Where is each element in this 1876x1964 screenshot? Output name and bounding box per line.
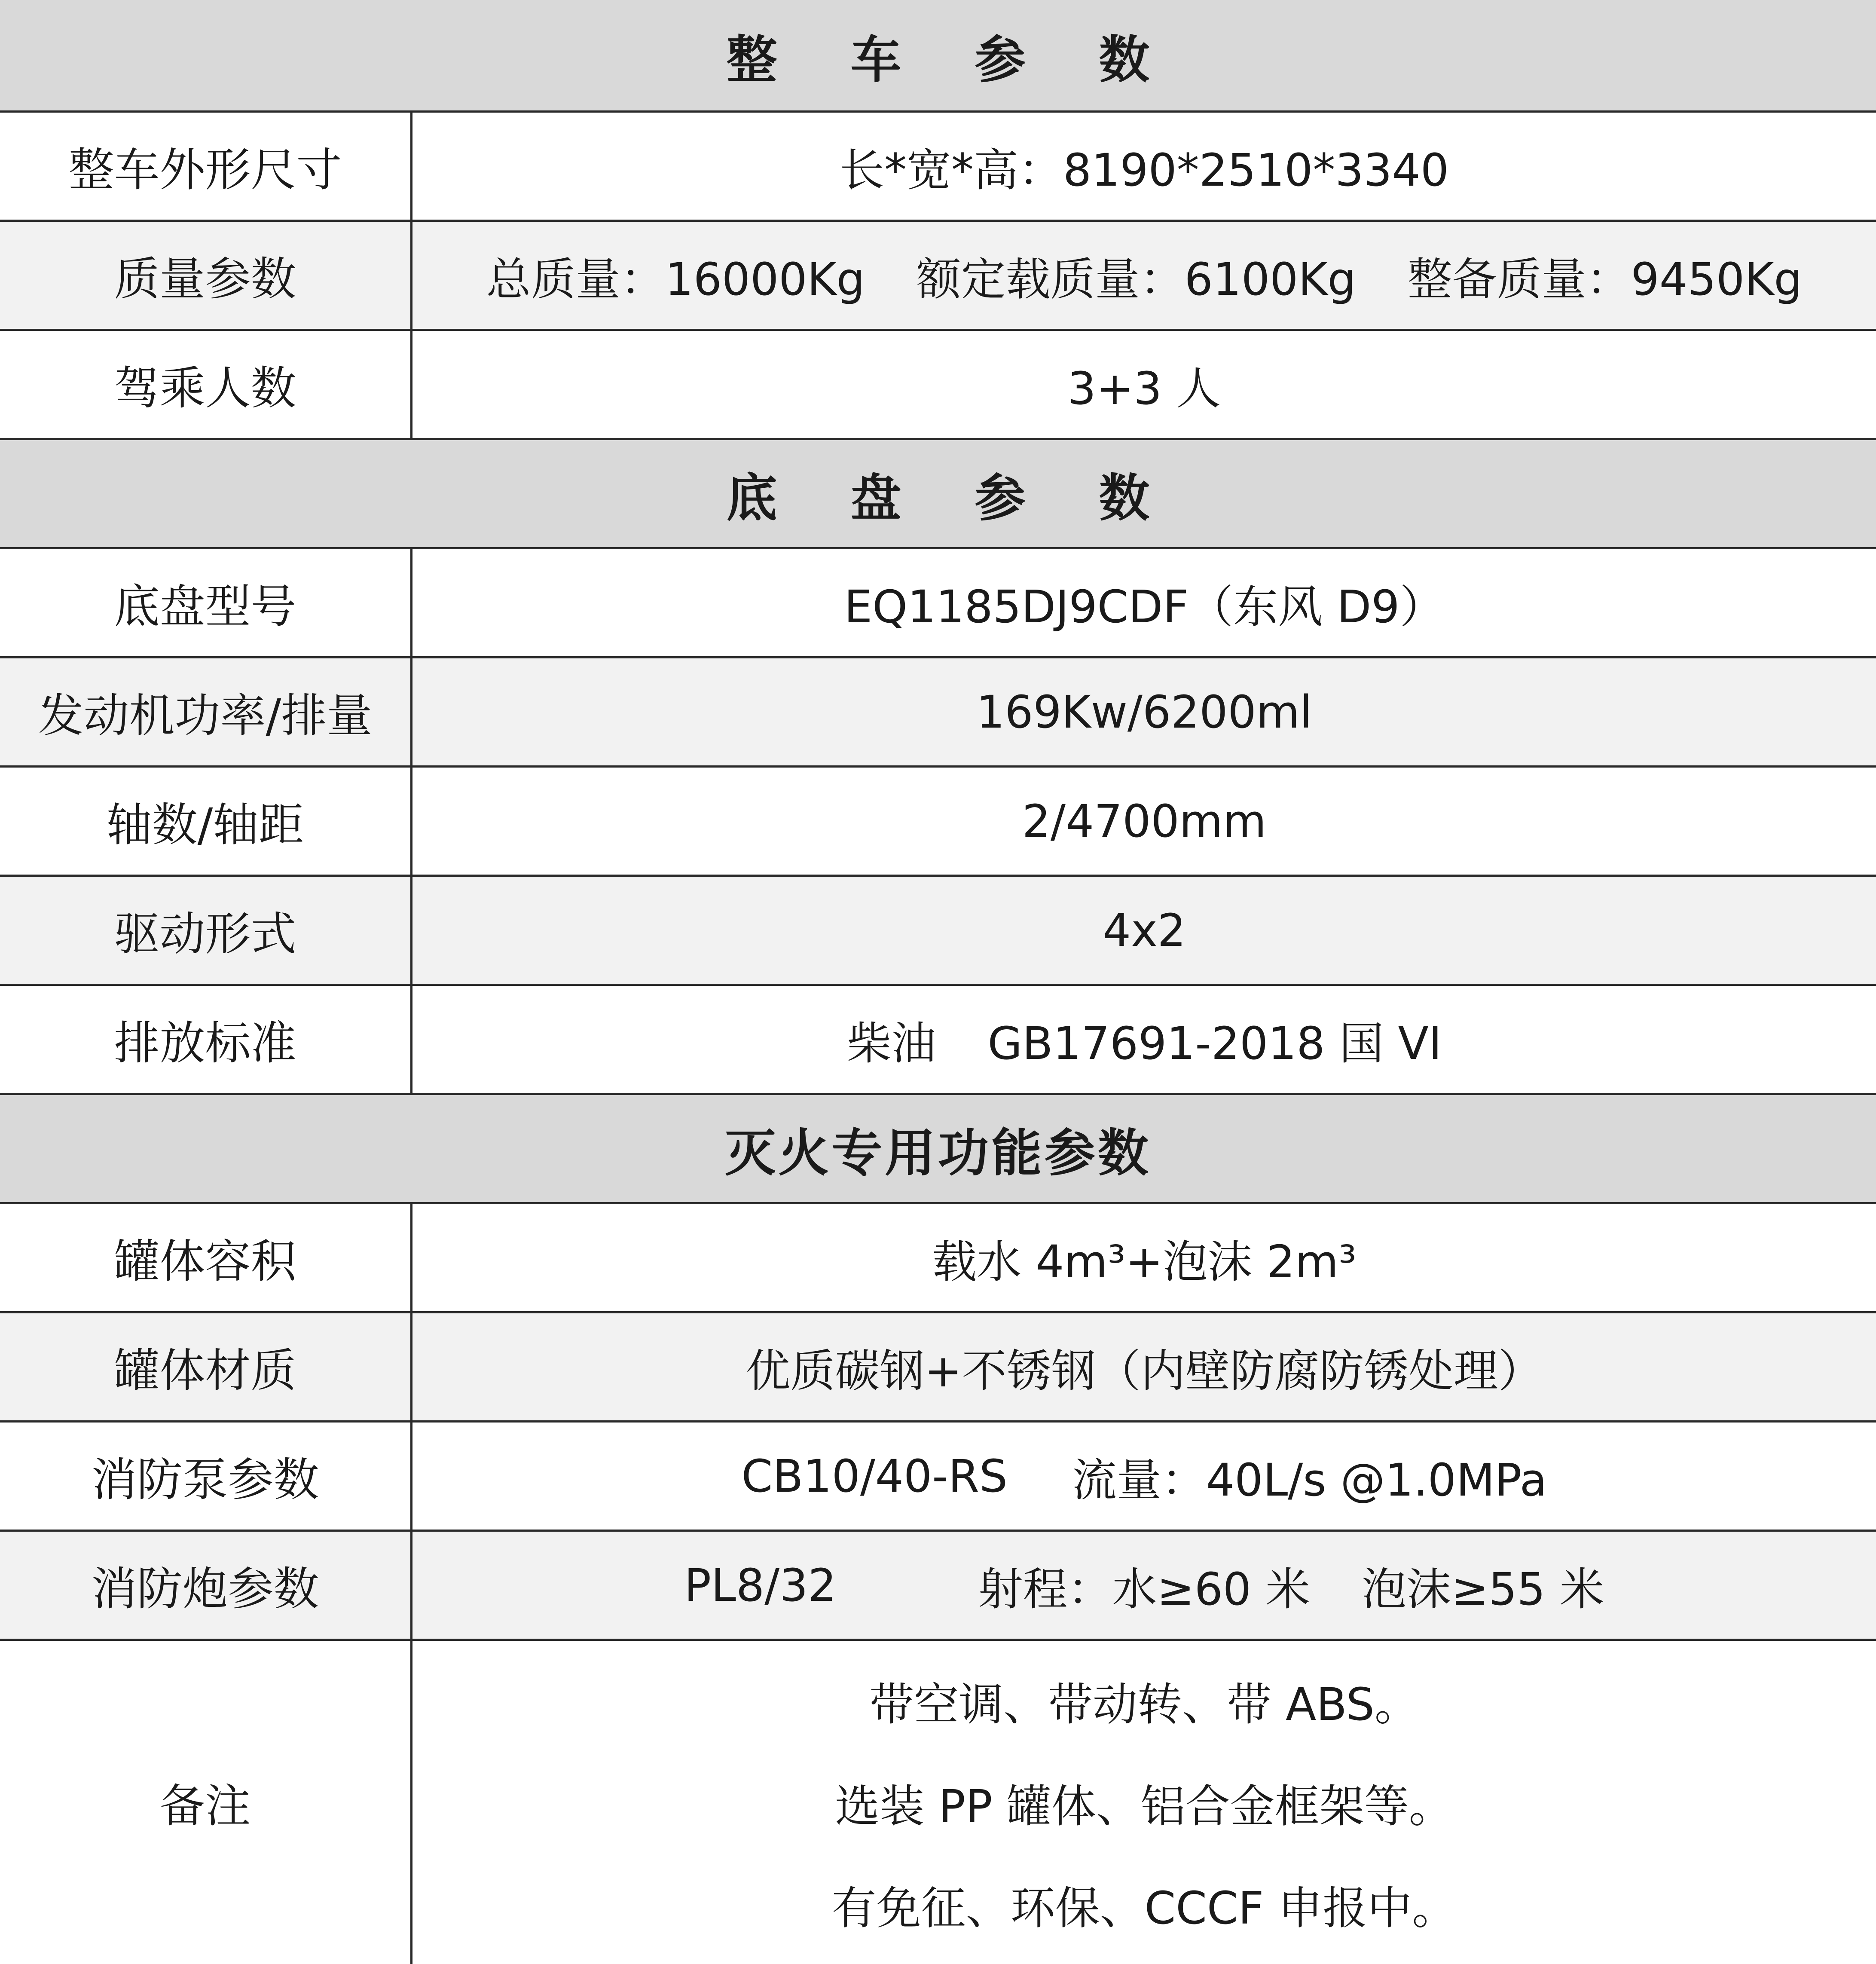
remark-line: 带空调、带动转、带 ABS。 (869, 1678, 1419, 1731)
pump-model: CB10/40-RS (741, 1450, 1008, 1502)
monitor-model: PL8/32 (684, 1559, 837, 1612)
row-label: 驱动形式 (0, 877, 412, 984)
table-row (0, 331, 1876, 440)
table-row (0, 658, 1876, 768)
row-label: 罐体容积 (0, 1204, 412, 1311)
row-value (412, 1423, 1876, 1530)
row-value (412, 1532, 1876, 1639)
fuel-type: 柴油 (846, 1017, 936, 1070)
section-header-chassis (0, 440, 1876, 549)
row-value: 优质碳钢+不锈钢（内壁防腐防锈处理） (746, 1344, 1543, 1397)
row-label: 驾乘人数 (0, 331, 412, 438)
table-row (0, 1313, 1876, 1423)
table-row (0, 1532, 1876, 1641)
row-label: 轴数/轴距 (0, 768, 412, 875)
table-row (0, 1204, 1876, 1313)
section-title: 整 车 参 数 (726, 30, 1178, 89)
row-value: 169Kw/6200ml (976, 685, 1312, 738)
table-row-remarks (0, 1641, 1876, 1964)
row-label: 排放标准 (0, 986, 412, 1093)
row-label: 消防炮参数 (0, 1532, 412, 1639)
emission-standard: GB17691-2018 国 VI (987, 1017, 1442, 1070)
section-header-vehicle (0, 0, 1876, 113)
section-title: 灭火专用功能参数 (725, 1123, 1151, 1183)
table-row (0, 549, 1876, 658)
curb-mass: 整备质量：9450Kg (1407, 253, 1803, 306)
remark-line: 选装 PP 罐体、铝合金框架等。 (835, 1780, 1454, 1832)
row-label: 罐体材质 (0, 1313, 412, 1420)
row-label: 质量参数 (0, 222, 412, 329)
remarks-list (412, 1641, 1876, 1964)
row-label: 发动机功率/排量 (0, 658, 412, 765)
foam-range: 泡沫≥55 米 (1362, 1563, 1604, 1615)
total-mass: 总质量：16000Kg (486, 253, 865, 306)
section-title: 底 盘 参 数 (726, 468, 1178, 528)
row-value: 长*宽*高：8190*2510*3340 (839, 144, 1449, 196)
rated-load: 额定载质量：6100Kg (916, 253, 1356, 306)
table-row (0, 986, 1876, 1095)
water-range: 射程：水≥60 米 (978, 1563, 1311, 1615)
row-value: 4x2 (1103, 904, 1186, 957)
section-header-function (0, 1095, 1876, 1204)
row-label: 底盘型号 (0, 549, 412, 656)
row-value (412, 222, 1876, 329)
row-value: 3+3 人 (1067, 362, 1221, 415)
row-label: 消防泵参数 (0, 1423, 412, 1530)
row-value: EQ1185DJ9CDF（东风 D9） (844, 580, 1445, 633)
row-label: 整车外形尺寸 (0, 113, 412, 220)
pump-flow: 流量：40L/s @1.0MPa (1072, 1453, 1547, 1506)
row-value: 2/4700mm (1022, 795, 1267, 847)
table-row (0, 768, 1876, 877)
row-value (412, 986, 1876, 1093)
table-row (0, 877, 1876, 986)
table-row (0, 222, 1876, 331)
row-label: 备注 (0, 1641, 412, 1964)
table-row (0, 113, 1876, 222)
row-value: 载水 4m³+泡沫 2m³ (932, 1235, 1357, 1288)
table-row (0, 1423, 1876, 1532)
remark-line: 有免征、环保、CCCF 申报中。 (831, 1882, 1457, 1935)
